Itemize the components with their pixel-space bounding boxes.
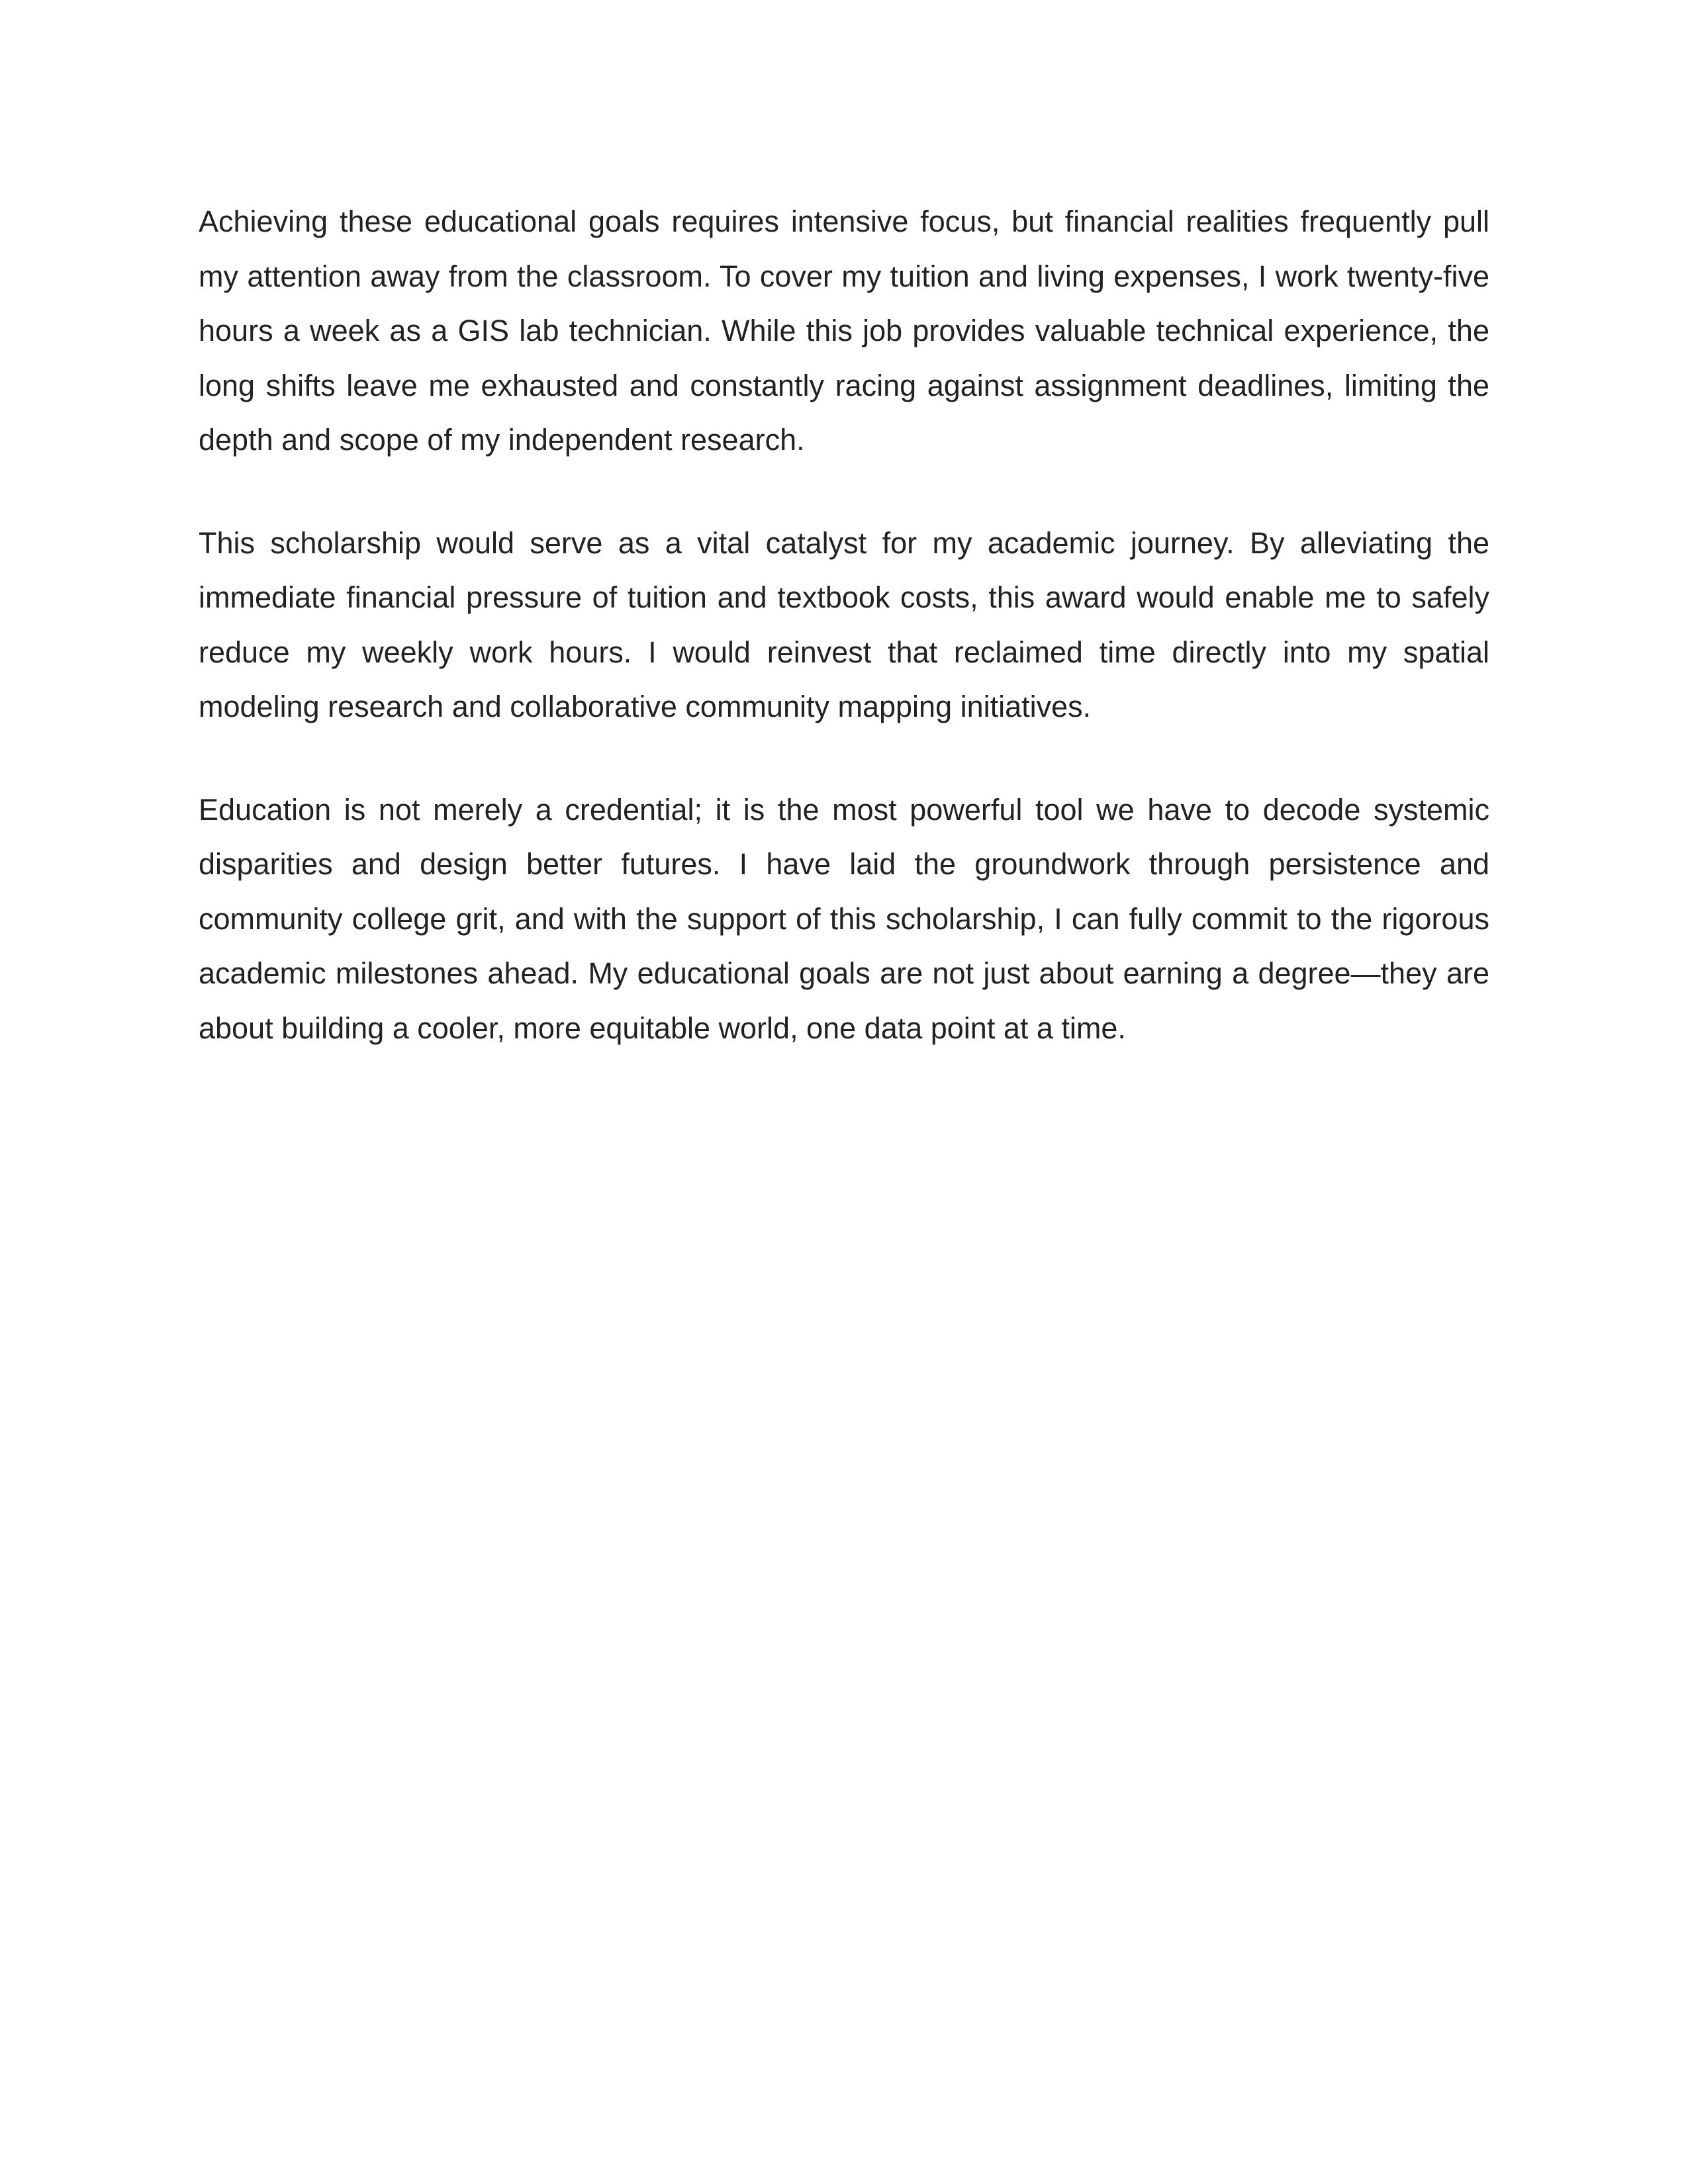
paragraph-financial-realities: Achieving these educational goals requires intensive focus, but financial realities frequently pull my attention away from the classroom. To cover my tuition and living expenses, I work twenty-five hours a week as a GIS lab technician. While this job provides valuable technical experience, the long shifts leave me exhausted and constantly racing against assignment deadlines, limiting the depth and scope of my independent research.: [199, 205, 1489, 457]
paragraph-scholarship-impact: This scholarship would serve as a vital catalyst for my academic journey. By alleviating the immediate financial pressure of tuition and textbook costs, this award would enable me to safely reduce my weekly work hours. I would reinvest that reclaimed time directly into my spatial modeling research and collaborative community mapping initiatives.: [199, 525, 1489, 723]
paragraph-education-goals: Education is not merely a credential; it is the most powerful tool we have to decode systemic disparities and design better futures. I have laid the groundwork through persistence and community college grit, and with the support of this scholarship, I can fully commit to the rigorous academic milestones ahead. My educational goals are not just about earning a degree—they are about building a cooler, more equitable world, one data point at a time.: [199, 792, 1489, 1045]
essay-body: [199, 195, 1489, 1056]
